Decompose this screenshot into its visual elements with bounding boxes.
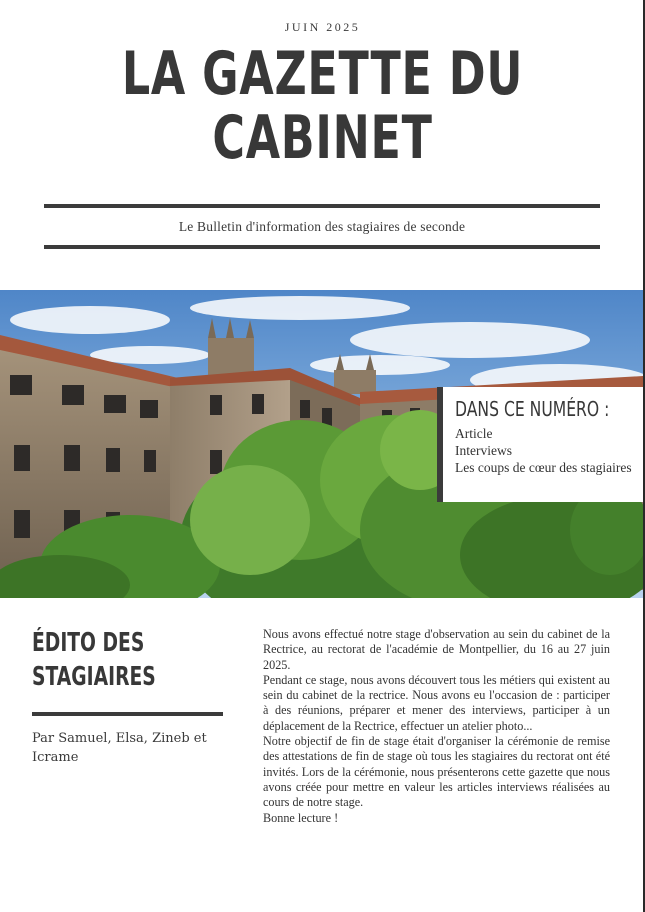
editorial-divider xyxy=(32,712,223,716)
editorial-paragraph-4: Bonne lecture ! xyxy=(263,810,339,825)
title-line-2: CABINET xyxy=(212,103,433,173)
editorial-paragraph-3: Notre objectif de fin de stage était d'organiser la cérémonie de remise des attestations de fin de stage où tous les stagiaires du rectorat ont été invités. Lors de la cérémonie, nous présenterons cette gazette que nous avons créée pour mettre en valeur les articles interviews réalisées au cours de notre stage. xyxy=(263,734,610,810)
newsletter-subtitle: Le Bulletin d'information des stagiaires de seconde xyxy=(178,219,466,234)
contents-list xyxy=(455,425,643,476)
issue-date: JUIN 2025 xyxy=(284,20,361,34)
contents-title: DANS CE NUMÉRO : xyxy=(455,397,610,421)
contents-item-interviews: Interviews xyxy=(455,443,512,458)
editorial-paragraph-1: Nous avons effectué notre stage d'observation au sein du cabinet de la Rectrice, au rectorat de l'académie de Montpellier, du 16 au 27 juin 2025. xyxy=(263,627,610,672)
editorial-title-line-1: ÉDITO DES xyxy=(32,628,145,658)
editorial-body xyxy=(263,627,610,826)
title-line-1: LA GAZETTE DU xyxy=(121,39,524,109)
editorial-byline: Par Samuel, Elsa, Zineb et Icrame xyxy=(32,731,207,765)
contents-item-article: Article xyxy=(455,426,493,441)
contents-item-favorites: Les coups de cœur des stagiaires xyxy=(455,460,632,475)
header-divider-bottom xyxy=(44,245,600,249)
contents-box xyxy=(437,387,643,502)
editorial-title xyxy=(32,626,169,694)
editorial-paragraph-2: Pendant ce stage, nous avons découvert tous les métiers qui existent au sein du cabinet de la rectrice. Nous avons eu l'occasion de : participer à des réunions, préparer et mener des interviews, participer à un déplacement de la Rectrice, effectuer un atelier photo... xyxy=(263,672,610,733)
header-divider-top xyxy=(44,204,600,208)
newsletter-title xyxy=(84,39,561,173)
editorial-title-line-2: STAGIAIRES xyxy=(32,662,156,692)
